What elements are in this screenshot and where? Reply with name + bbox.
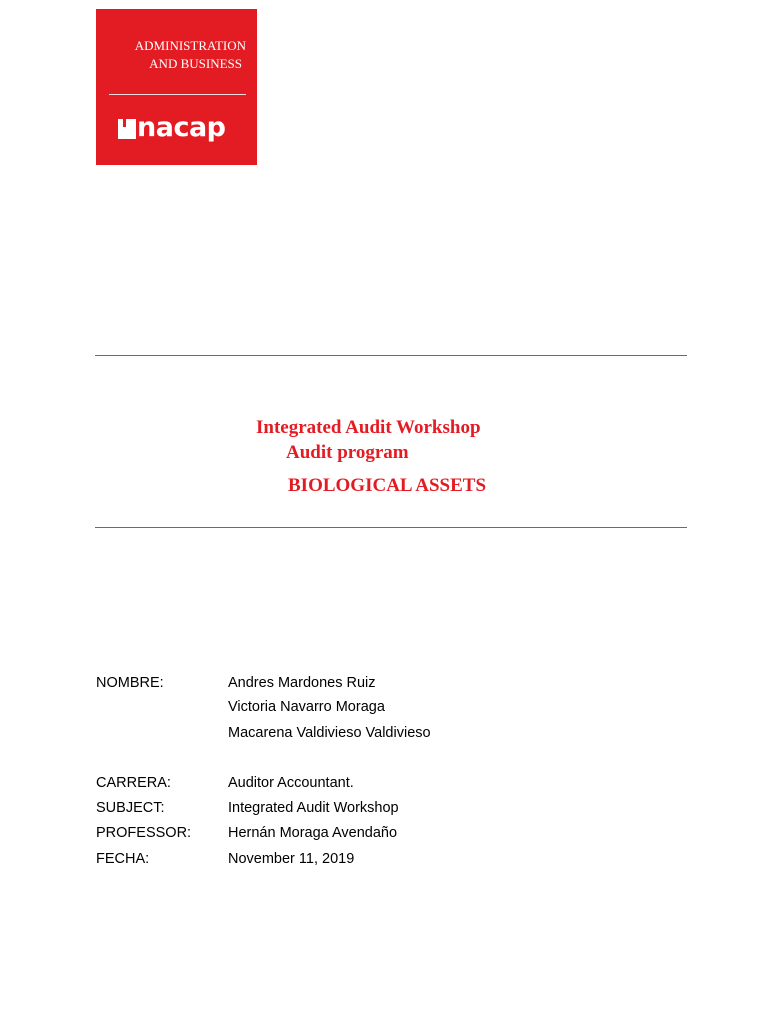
professor-value: Hernán Moraga Avendaño xyxy=(228,825,398,841)
bottom-divider xyxy=(95,527,687,528)
logo-department-line2: AND BUSINESS xyxy=(149,56,242,71)
subject-value: Integrated Audit Workshop xyxy=(228,800,399,816)
carrera-value: Auditor Accountant. xyxy=(228,775,354,791)
document-topic: BIOLOGICAL ASSETS xyxy=(288,475,487,496)
logo-divider xyxy=(109,94,246,95)
subject-label: SUBJECT: xyxy=(96,800,165,816)
top-divider xyxy=(95,355,687,356)
carrera-label: CARRERA: xyxy=(96,775,171,791)
fecha-value: November 11, 2019 xyxy=(228,851,355,867)
student-name: Andres Mardones Ruiz xyxy=(228,675,376,691)
logo-wordmark: nacap xyxy=(137,112,226,143)
document-title: Integrated Audit Workshop xyxy=(256,417,481,438)
fecha-label: FECHA: xyxy=(96,851,150,867)
logo-brand xyxy=(118,110,226,146)
logo-department-line1: ADMINISTRATION xyxy=(134,38,246,53)
logo-department-text xyxy=(96,37,246,73)
nombre-label: NOMBRE: xyxy=(96,675,164,691)
student-name: Macarena Valdivieso Valdivieso xyxy=(228,725,431,741)
document-subtitle: Audit program xyxy=(286,442,409,463)
institution-logo xyxy=(96,9,257,165)
professor-label: PROFESSOR: xyxy=(96,825,192,841)
student-name: Victoria Navarro Moraga xyxy=(228,699,385,715)
logo-mark-icon xyxy=(118,119,136,139)
